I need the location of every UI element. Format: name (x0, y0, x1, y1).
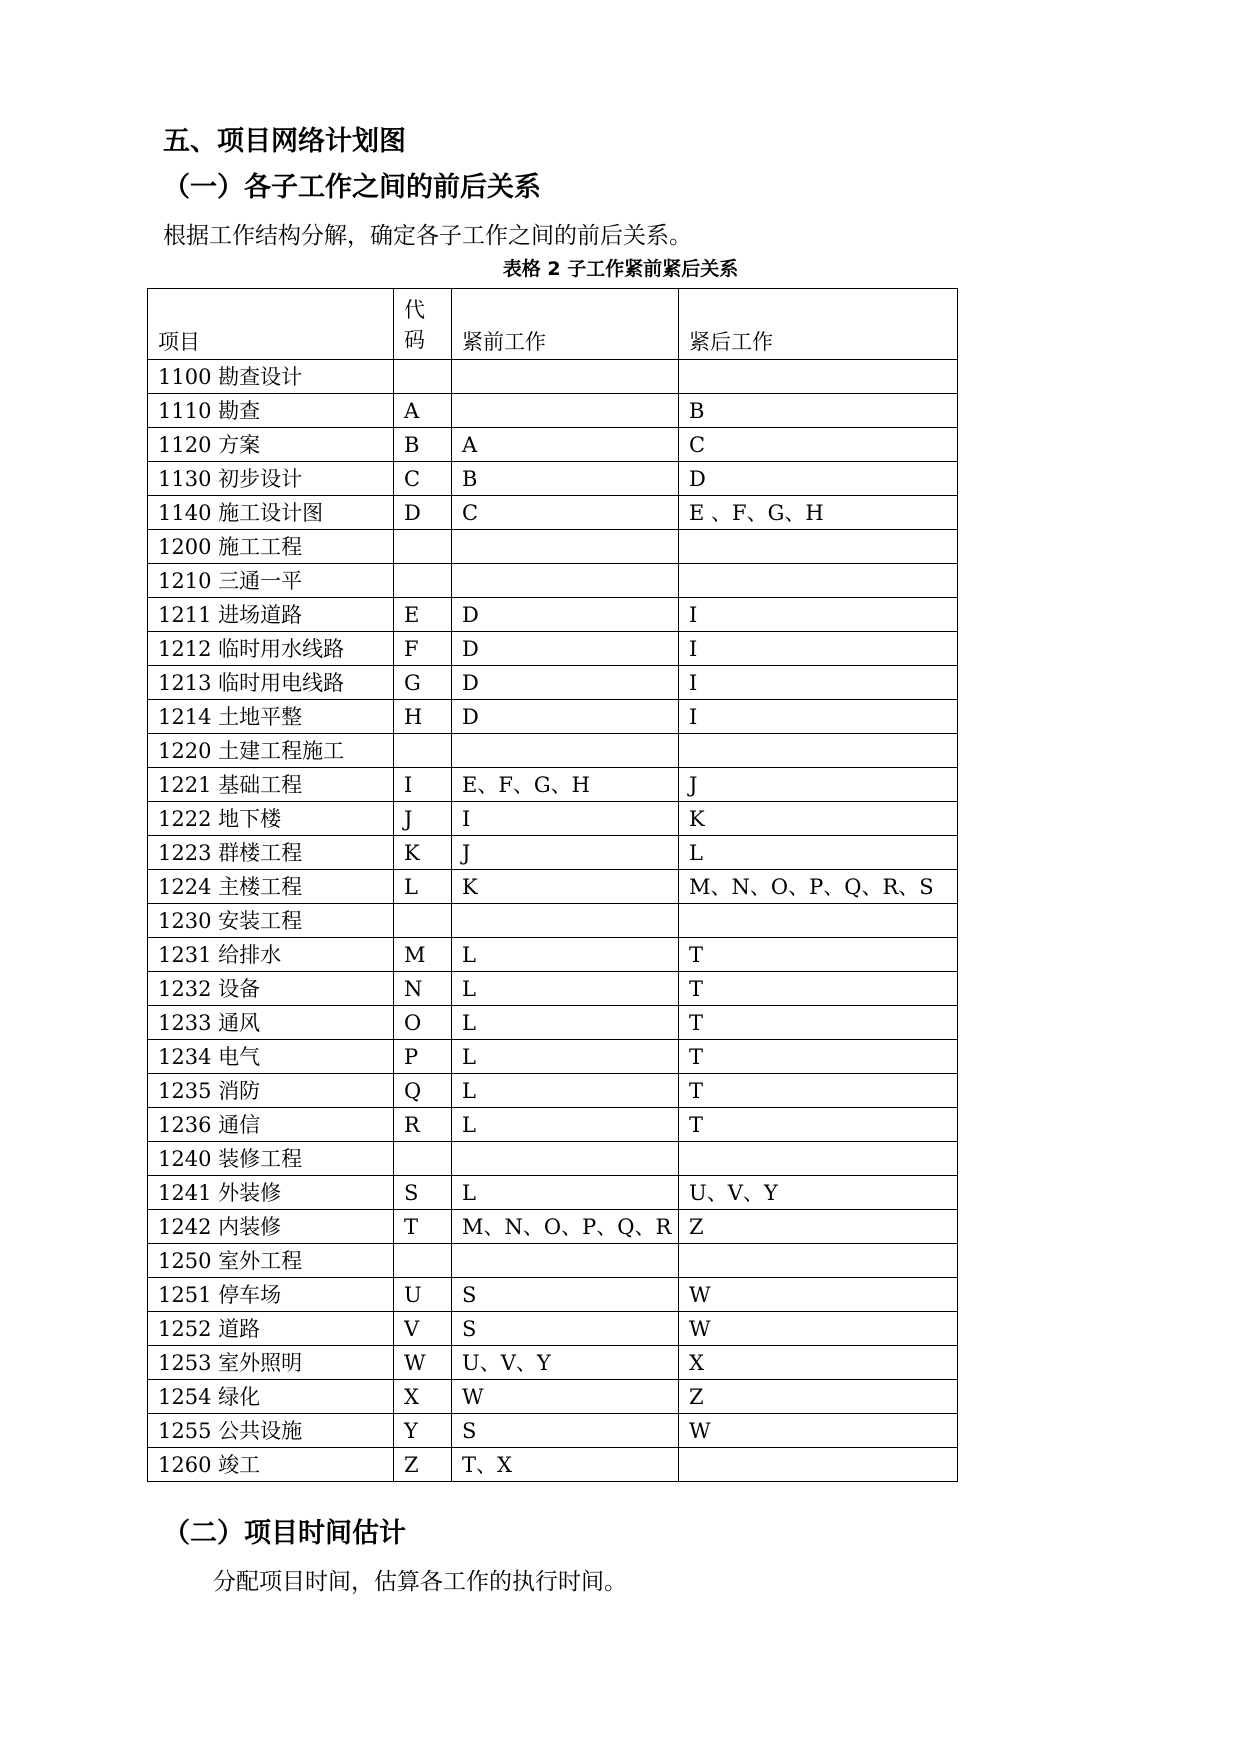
cell-successor: I (679, 666, 958, 700)
cell-code: I (394, 768, 452, 802)
table-row (148, 836, 958, 870)
cell-code (394, 1142, 452, 1176)
cell-item: 1214 土地平整 (148, 700, 394, 734)
cell-code: U (394, 1278, 452, 1312)
cell-item: 1100 勘查设计 (148, 360, 394, 394)
cell-successor: M、N、O、P、Q、R、S (679, 870, 958, 904)
cell-code: N (394, 972, 452, 1006)
cell-code (394, 360, 452, 394)
cell-item: 1260 竣工 (148, 1448, 394, 1482)
cell-successor: Z (679, 1210, 958, 1244)
cell-item: 1220 土建工程施工 (148, 734, 394, 768)
cell-code: G (394, 666, 452, 700)
cell-code: B (394, 428, 452, 462)
cell-item: 1240 装修工程 (148, 1142, 394, 1176)
table-row (148, 598, 958, 632)
cell-predecessor: C (452, 496, 679, 530)
table-row (148, 564, 958, 598)
cell-code: A (394, 394, 452, 428)
cell-predecessor: U、V、Y (452, 1346, 679, 1380)
cell-code (394, 904, 452, 938)
cell-predecessor: L (452, 1074, 679, 1108)
cell-successor: T (679, 1006, 958, 1040)
cell-predecessor: S (452, 1414, 679, 1448)
table-row (148, 1312, 958, 1346)
cell-item: 1236 通信 (148, 1108, 394, 1142)
table-row (148, 904, 958, 938)
cell-successor: T (679, 1074, 958, 1108)
cell-successor (679, 530, 958, 564)
cell-code: L (394, 870, 452, 904)
section-title: 五、项目网络计划图 (163, 126, 406, 157)
table-row (148, 1210, 958, 1244)
cell-successor: X (679, 1346, 958, 1380)
table-row (148, 666, 958, 700)
cell-successor (679, 360, 958, 394)
table-row (148, 1448, 958, 1482)
table-row (148, 734, 958, 768)
cell-item: 1140 施工设计图 (148, 496, 394, 530)
cell-predecessor: D (452, 632, 679, 666)
table-row (148, 1414, 958, 1448)
cell-item: 1120 方案 (148, 428, 394, 462)
cell-code: C (394, 462, 452, 496)
cell-predecessor: J (452, 836, 679, 870)
cell-predecessor: L (452, 972, 679, 1006)
table-caption: 表格 2 子工作紧前紧后关系 (502, 258, 739, 280)
cell-successor: W (679, 1278, 958, 1312)
table-row (148, 496, 958, 530)
cell-item: 1130 初步设计 (148, 462, 394, 496)
cell-item: 1230 安装工程 (148, 904, 394, 938)
cell-predecessor: D (452, 598, 679, 632)
cell-predecessor (452, 904, 679, 938)
cell-predecessor: T、X (452, 1448, 679, 1482)
cell-predecessor: S (452, 1312, 679, 1346)
table-row (148, 1380, 958, 1414)
cell-item: 1231 给排水 (148, 938, 394, 972)
cell-successor: Z (679, 1380, 958, 1414)
cell-predecessor: I (452, 802, 679, 836)
cell-code: V (394, 1312, 452, 1346)
table-row (148, 1108, 958, 1142)
table-row (148, 1142, 958, 1176)
cell-code: D (394, 496, 452, 530)
subsection-title-relations: （一）各子工作之间的前后关系 (163, 172, 541, 203)
cell-predecessor: A (452, 428, 679, 462)
cell-code: W (394, 1346, 452, 1380)
cell-code (394, 564, 452, 598)
cell-item: 1250 室外工程 (148, 1244, 394, 1278)
cell-code: Y (394, 1414, 452, 1448)
subsection-title-time-estimate: （二）项目时间估计 (163, 1518, 406, 1549)
table-row (148, 1040, 958, 1074)
cell-item: 1252 道路 (148, 1312, 394, 1346)
header-code: 代码 (394, 289, 452, 360)
cell-item: 1212 临时用水线路 (148, 632, 394, 666)
cell-predecessor: L (452, 1176, 679, 1210)
cell-predecessor: K (452, 870, 679, 904)
cell-predecessor (452, 530, 679, 564)
table-row (148, 938, 958, 972)
cell-code: F (394, 632, 452, 666)
cell-successor: K (679, 802, 958, 836)
table-row (148, 802, 958, 836)
table-row (148, 1244, 958, 1278)
cell-item: 1110 勘查 (148, 394, 394, 428)
cell-predecessor: B (452, 462, 679, 496)
cell-predecessor: L (452, 1108, 679, 1142)
cell-successor (679, 904, 958, 938)
cell-predecessor: W (452, 1380, 679, 1414)
cell-item: 1251 停车场 (148, 1278, 394, 1312)
cell-predecessor (452, 360, 679, 394)
cell-successor (679, 564, 958, 598)
cell-successor: W (679, 1312, 958, 1346)
cell-code: S (394, 1176, 452, 1210)
cell-item: 1213 临时用电线路 (148, 666, 394, 700)
cell-code: Z (394, 1448, 452, 1482)
cell-successor: T (679, 972, 958, 1006)
cell-predecessor: L (452, 1006, 679, 1040)
cell-successor: W (679, 1414, 958, 1448)
cell-predecessor: M、N、O、P、Q、R (452, 1210, 679, 1244)
header-item: 项目 (148, 289, 394, 360)
table-row (148, 1278, 958, 1312)
cell-code: H (394, 700, 452, 734)
cell-successor: I (679, 700, 958, 734)
cell-predecessor (452, 1244, 679, 1278)
table-row (148, 1346, 958, 1380)
cell-code: M (394, 938, 452, 972)
cell-code: J (394, 802, 452, 836)
work-relations-table (147, 288, 958, 1482)
table-row (148, 428, 958, 462)
cell-item: 1234 电气 (148, 1040, 394, 1074)
cell-code: R (394, 1108, 452, 1142)
cell-code: O (394, 1006, 452, 1040)
cell-predecessor: D (452, 666, 679, 700)
cell-successor (679, 1448, 958, 1482)
cell-code (394, 530, 452, 564)
cell-code: X (394, 1380, 452, 1414)
cell-item: 1200 施工工程 (148, 530, 394, 564)
table-header-row (148, 289, 958, 360)
cell-item: 1210 三通一平 (148, 564, 394, 598)
cell-item: 1224 主楼工程 (148, 870, 394, 904)
header-successor: 紧后工作 (679, 289, 958, 360)
header-predecessor: 紧前工作 (452, 289, 679, 360)
cell-predecessor (452, 734, 679, 768)
cell-item: 1222 地下楼 (148, 802, 394, 836)
cell-successor: J (679, 768, 958, 802)
cell-successor: E 、F、G、H (679, 496, 958, 530)
cell-item: 1232 设备 (148, 972, 394, 1006)
cell-item: 1221 基础工程 (148, 768, 394, 802)
cell-successor: D (679, 462, 958, 496)
cell-item: 1255 公共设施 (148, 1414, 394, 1448)
cell-successor: B (679, 394, 958, 428)
cell-predecessor: L (452, 938, 679, 972)
cell-item: 1242 内装修 (148, 1210, 394, 1244)
cell-item: 1235 消防 (148, 1074, 394, 1108)
cell-predecessor (452, 564, 679, 598)
table-row (148, 360, 958, 394)
cell-successor: I (679, 598, 958, 632)
closing-paragraph: 分配项目时间，估算各工作的执行时间。 (213, 1569, 627, 1595)
cell-successor (679, 1142, 958, 1176)
cell-predecessor: S (452, 1278, 679, 1312)
cell-code: E (394, 598, 452, 632)
cell-successor (679, 1244, 958, 1278)
cell-item: 1241 外装修 (148, 1176, 394, 1210)
cell-successor: L (679, 836, 958, 870)
table-row (148, 700, 958, 734)
table-row (148, 870, 958, 904)
table-row (148, 394, 958, 428)
cell-code: K (394, 836, 452, 870)
cell-successor: C (679, 428, 958, 462)
table-row (148, 1074, 958, 1108)
cell-item: 1211 进场道路 (148, 598, 394, 632)
cell-successor: T (679, 1040, 958, 1074)
table-row (148, 1176, 958, 1210)
table-row (148, 462, 958, 496)
cell-item: 1223 群楼工程 (148, 836, 394, 870)
cell-predecessor: D (452, 700, 679, 734)
cell-successor: I (679, 632, 958, 666)
table-row (148, 972, 958, 1006)
cell-item: 1253 室外照明 (148, 1346, 394, 1380)
table-row (148, 632, 958, 666)
cell-code: T (394, 1210, 452, 1244)
cell-code: Q (394, 1074, 452, 1108)
cell-predecessor: L (452, 1040, 679, 1074)
table-row (148, 530, 958, 564)
cell-predecessor: E、F、G、H (452, 768, 679, 802)
cell-successor: U、V、Y (679, 1176, 958, 1210)
cell-code (394, 734, 452, 768)
cell-code (394, 1244, 452, 1278)
table-row (148, 1006, 958, 1040)
cell-item: 1254 绿化 (148, 1380, 394, 1414)
cell-successor: T (679, 1108, 958, 1142)
cell-predecessor (452, 394, 679, 428)
cell-predecessor (452, 1142, 679, 1176)
intro-paragraph: 根据工作结构分解，确定各子工作之间的前后关系。 (163, 223, 692, 249)
cell-item: 1233 通风 (148, 1006, 394, 1040)
table-row (148, 768, 958, 802)
cell-successor (679, 734, 958, 768)
cell-successor: T (679, 938, 958, 972)
cell-code: P (394, 1040, 452, 1074)
